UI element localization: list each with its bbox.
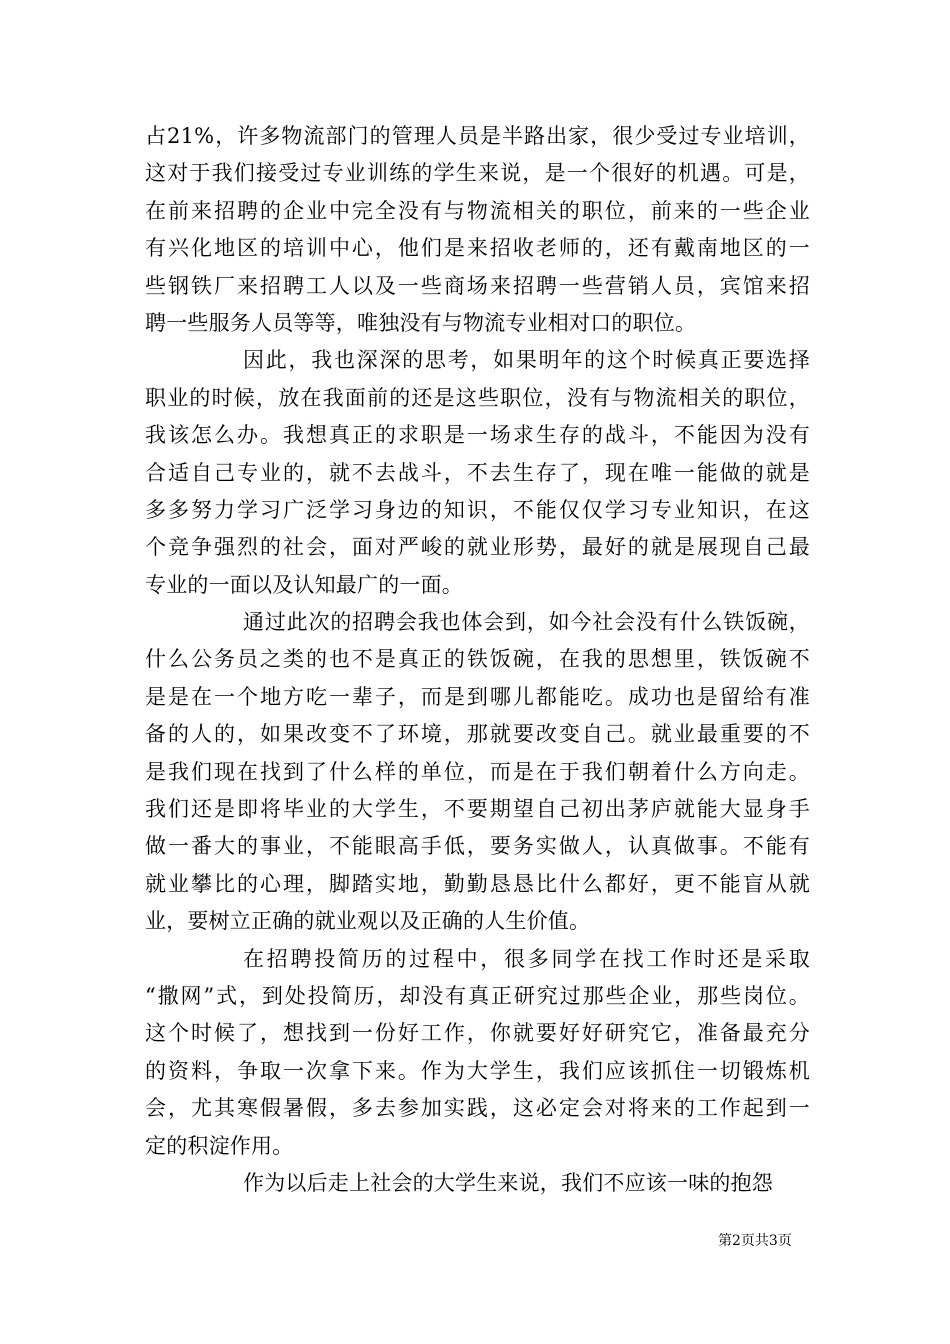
text-line: 是我们现在找到了什么样的单位，而是在于我们朝着什么方向走。 — [145, 759, 810, 784]
paragraph-1 — [145, 118, 810, 342]
text-line: 什么公务员之类的也不是真正的铁饭碗，在我的思想里，铁饭碗不 — [145, 647, 810, 672]
paragraph-2 — [145, 342, 810, 604]
text-line: 是是在一个地方吃一辈子，而是到哪儿都能吃。成功也是留给有准 — [145, 684, 810, 709]
text-line: 占21%，许多物流部门的管理人员是半路出家，很少受过专业培训， — [145, 124, 810, 148]
paragraph-4 — [145, 941, 810, 1165]
text-line: 在招聘投简历的过程中，很多同学在找工作时还是采取 — [243, 946, 810, 971]
text-line: 会，尤其寒假暑假，多去参加实践，这必定会对将来的工作起到一 — [145, 1096, 810, 1121]
paragraph-3 — [145, 604, 810, 941]
text-line: 聘一些服务人员等等，唯独没有与物流专业相对口的职位。 — [145, 310, 697, 335]
text-line: 多多努力学习广泛学习身边的知识，不能仅仅学习专业知识，在这 — [145, 497, 810, 522]
text-line: 有兴化地区的培训中心，他们是来招收老师的，还有戴南地区的一 — [145, 236, 810, 261]
body-text — [145, 118, 810, 1202]
text-line: 定的积淀作用。 — [145, 1133, 294, 1158]
text-line: 我该怎么办。我想真正的求职是一场求生存的战斗，不能因为没有 — [145, 423, 810, 448]
page-number-footer: 第2页共3页 — [718, 1233, 792, 1249]
text-line: 合适自己专业的，就不去战斗，不去生存了，现在唯一能做的就是 — [145, 460, 810, 485]
text-line: 我们还是即将毕业的大学生，不要期望自己初出茅庐就能大显身手 — [145, 797, 810, 822]
text-line: 备的人的，如果改变不了环境，那就要改变自己。就业最重要的不 — [145, 722, 810, 747]
text-line: “撒网”式，到处投简历，却没有真正研究过那些企业，那些岗位。 — [145, 983, 810, 1008]
paragraph-5 — [145, 1165, 810, 1202]
text-line: 这个时候了，想找到一份好工作，你就要好好研究它，准备最充分 — [145, 1021, 810, 1046]
text-line: 做一番大的事业，不能眼高手低，要务实做人，认真做事。不能有 — [145, 834, 810, 859]
text-line: 通过此次的招聘会我也体会到，如今社会没有什么铁饭碗， — [243, 610, 810, 635]
text-line: 因此，我也深深的思考，如果明年的这个时候真正要选择 — [243, 348, 810, 373]
text-line: 作为以后走上社会的大学生来说，我们不应该一味的抱怨 — [243, 1170, 773, 1195]
text-line: 的资料，争取一次拿下来。作为大学生，我们应该抓住一切锻炼机 — [145, 1058, 810, 1083]
text-line: 业，要树立正确的就业观以及正确的人生价值。 — [145, 909, 591, 934]
text-line: 个竞争强烈的社会，面对严峻的就业形势，最好的就是展现自己最 — [145, 535, 810, 560]
text-line: 就业攀比的心理，脚踏实地，勤勤恳恳比什么都好，更不能盲从就 — [145, 871, 810, 896]
text-line: 这对于我们接受过专业训练的学生来说，是一个很好的机遇。可是， — [145, 161, 810, 186]
text-line: 专业的一面以及认知最广的一面。 — [145, 572, 463, 597]
text-line: 些钢铁厂来招聘工人以及一些商场来招聘一些营销人员，宾馆来招 — [145, 273, 810, 298]
text-line: 在前来招聘的企业中完全没有与物流相关的职位，前来的一些企业 — [145, 198, 810, 223]
text-line: 职业的时候，放在我面前的还是这些职位，没有与物流相关的职位， — [145, 385, 810, 410]
